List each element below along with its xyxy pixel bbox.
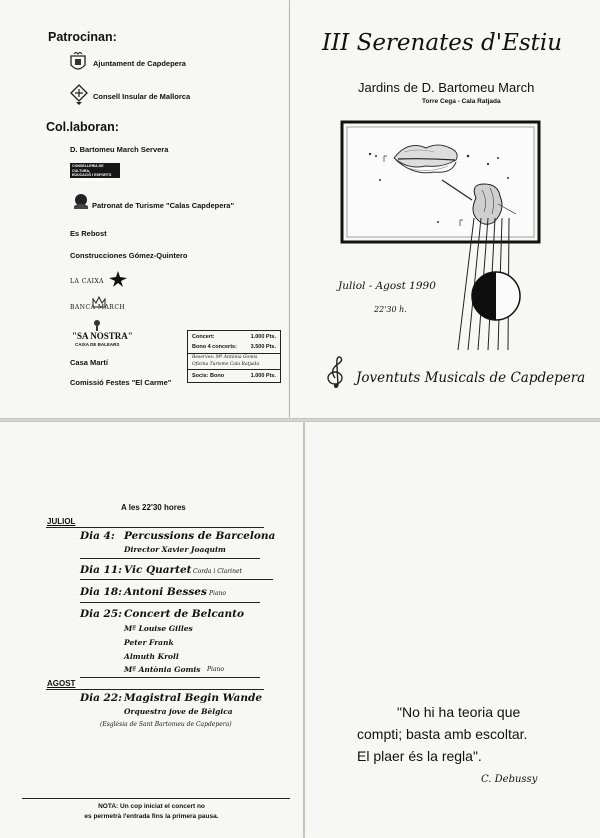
cover-dates: Juliol - Agost 1990: [338, 280, 436, 292]
quote-line3: El plaer és la regla".: [357, 748, 482, 764]
cover-artwork: [338, 118, 600, 350]
concert-note: Corda i Clarinet: [193, 568, 242, 575]
cover-panel: [290, 0, 600, 418]
la-caixa-star-icon: [107, 270, 129, 288]
sponsor-consell: Consell Insular de Mallorca: [93, 92, 191, 101]
collab-construccions: Construcciones Gómez-Quintero: [70, 251, 188, 260]
concert-note: Piano: [207, 666, 225, 673]
sa-nostra-logo: "SA NOSTRA": [72, 331, 133, 341]
collab-comissio: Comissió Festes "El Carme": [70, 378, 172, 387]
concert-footnote: (Església de Sant Bartomeu de Capdepera): [100, 721, 232, 728]
concert-day: Dia 11:: [80, 564, 123, 576]
concert-title: Concert de Belcanto: [124, 608, 245, 620]
concert-day: Dia 25:: [80, 608, 123, 620]
concert-title: Magistral Begin Wande: [124, 692, 263, 704]
program-time-header: A les 22'30 hores: [121, 503, 186, 512]
quote-line2: compti; basta amb escoltar.: [357, 726, 528, 742]
patronat-logo-icon: [72, 192, 90, 210]
conselleria-logo: CONSELLERIA DE CULTURA, EDUCACIÓ I ESPORTS GOVERN BALEAR: [70, 163, 120, 178]
la-caixa-logo: LA CAIXA: [70, 278, 104, 285]
concert-detail: Orquestra jove de Bèlgica: [124, 707, 233, 716]
concert-title: Percussions de Barcelona: [124, 530, 276, 542]
concert-detail: Mª Antònia Gomis: [124, 665, 201, 674]
concert-detail: Mª Louise Gilles: [124, 624, 193, 633]
concert-day: Dia 4:: [80, 530, 115, 542]
sponsors-panel: [0, 0, 289, 418]
concert-title: Antoni Besses: [124, 586, 207, 598]
program-note-line2: es permetrà l'entrada fins la primera pausa.: [84, 813, 219, 820]
quote-panel: [305, 422, 600, 838]
concert-day: Dia 22:: [80, 692, 123, 704]
quote-line1: "No hi ha teoria que: [397, 704, 521, 720]
quote-author: C. Debussy: [481, 774, 538, 785]
month-august: AGOST: [47, 679, 76, 688]
sa-nostra-sub: CAIXA DE BALEARS: [75, 342, 120, 347]
collab-patronat: Patronat de Turisme "Calas Capdepera": [92, 201, 235, 210]
treble-clef-icon: [326, 356, 352, 388]
sa-nostra-emblem-icon: [92, 319, 102, 331]
prices-box: Concert: 1.000 Pts. Bono 4 concerts: 3.500 Pts. Reserves: Mª Antònia Gomis Oficina Turisme Cala Ratjada Socis: Bono 1.000 Pts.: [187, 330, 281, 383]
collab-march: D. Bartomeu March Servera: [70, 145, 169, 154]
concert-day: Dia 18:: [80, 586, 123, 598]
concert-detail: Director Xavier Joaquim: [124, 545, 226, 554]
patrocinan-heading: Patrocinan:: [48, 30, 117, 44]
month-july: JULIOL: [47, 517, 76, 526]
cover-organizer: Joventuts Musicals de Capdepera: [356, 370, 586, 386]
concert-note: Piano: [209, 590, 227, 597]
banca-march-logo: BANCA MARCH: [70, 304, 126, 311]
program-note-line1: NOTA: Un cop iniciat el concert no: [98, 803, 205, 810]
capdepera-crest-icon: [68, 52, 88, 74]
guitar-soundhole: [472, 272, 520, 320]
concert-detail: Peter Frank: [124, 638, 174, 647]
cover-time: 22'30 h.: [374, 305, 407, 314]
program-panel: [0, 422, 303, 838]
mallorca-crest-icon: [70, 84, 88, 106]
sponsor-ajuntament: Ajuntament de Capdepera: [93, 59, 186, 68]
banca-march-crown-icon: [92, 296, 106, 308]
collab-casa-marti: Casa Martí: [70, 358, 108, 367]
concert-title: Vic Quartet: [124, 564, 192, 576]
collab-rebost: Es Rebost: [70, 229, 107, 238]
cover-title: III Serenates d'Estiu: [322, 30, 563, 56]
cover-location: Torre Cega - Cala Ratjada: [422, 98, 501, 105]
concert-detail: Almuth Kroll: [124, 652, 179, 661]
collaboren-heading: Col.laboran:: [46, 120, 119, 134]
cover-venue: Jardins de D. Bartomeu March: [358, 80, 535, 95]
